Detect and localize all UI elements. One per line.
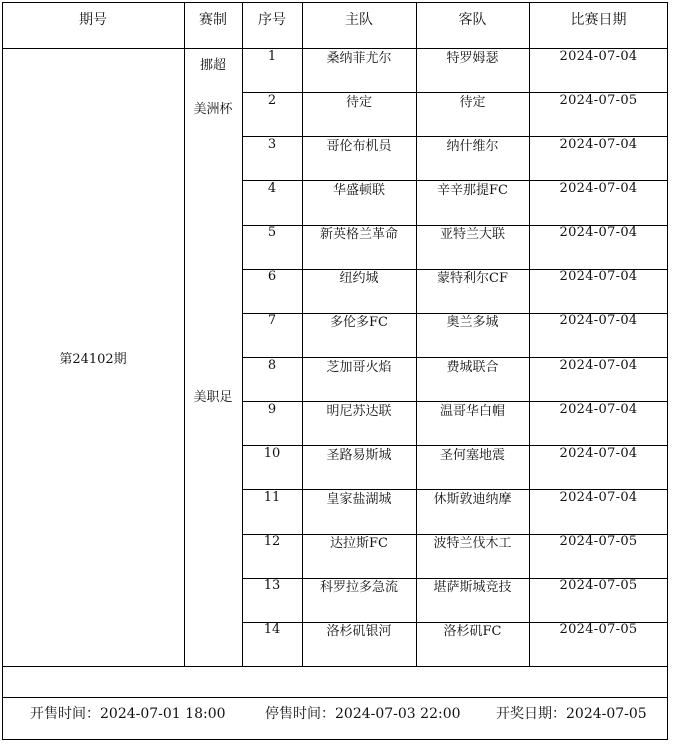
match-date: 2024-07-04: [559, 489, 638, 505]
match-date: 2024-07-04: [559, 357, 638, 373]
match-seq: 13: [263, 578, 281, 594]
match-away-team: 辛辛那提FC: [437, 182, 508, 198]
match-seq: 1: [267, 48, 277, 64]
match-home-team: 多伦多FC: [330, 315, 388, 331]
table-bottom-line: [2, 666, 668, 667]
match-date: 2024-07-04: [559, 225, 638, 241]
competition-mls: 美职足: [193, 389, 233, 405]
match-home-team: 待定: [345, 94, 372, 110]
competition-copa: 美洲杯: [193, 101, 233, 117]
match-away-team: 待定: [459, 94, 486, 110]
match-home-team: 达拉斯FC: [330, 536, 388, 552]
match-seq: 9: [267, 401, 277, 417]
match-seq: 6: [267, 269, 277, 285]
match-seq: 3: [267, 136, 277, 152]
draw-date: 开奖日期：2024-07-05: [496, 706, 647, 722]
match-seq: 14: [263, 622, 281, 638]
match-seq: 2: [267, 92, 277, 108]
match-away-team: 奥兰多城: [446, 315, 499, 331]
match-away-team: 费城联合: [446, 359, 499, 375]
match-away-team: 圣何塞地震: [439, 447, 505, 463]
match-home-team: 芝加哥火焰: [326, 359, 392, 375]
match-away-team: 温哥华白帽: [439, 403, 505, 419]
match-home-team: 圣路易斯城: [326, 447, 392, 463]
match-home-team: 新英格兰革命: [319, 227, 398, 243]
match-away-team: 堪萨斯城竞技: [433, 580, 512, 596]
match-home-team: 洛杉矶银河: [326, 624, 392, 640]
match-date: 2024-07-04: [559, 48, 638, 64]
match-seq: 7: [267, 313, 277, 329]
match-seq: 12: [263, 534, 281, 550]
match-home-team: 科罗拉多急流: [319, 580, 398, 596]
match-date: 2024-07-04: [559, 269, 638, 285]
match-away-team: 纳什维尔: [446, 138, 499, 154]
header-seq: 序号: [258, 12, 286, 28]
match-away-team: 蒙特利尔CF: [437, 271, 508, 287]
sale-stop-time: 停售时间：2024-07-03 22:00: [265, 706, 461, 722]
match-away-team: 特罗姆瑟: [446, 50, 499, 66]
match-home-team: 明尼苏达联: [326, 403, 392, 419]
match-date: 2024-07-05: [559, 622, 638, 638]
period-value: 第24102期: [59, 351, 127, 367]
header-away: 客队: [458, 12, 487, 28]
match-away-team: 波特兰伐木工: [433, 536, 512, 552]
match-date: 2024-07-04: [559, 136, 638, 152]
match-home-team: 华盛顿联: [332, 182, 385, 198]
match-seq: 8: [267, 357, 277, 373]
match-home-team: 皇家盐湖城: [326, 491, 392, 507]
match-home-team: 桑纳菲尤尔: [326, 50, 392, 66]
competition-norway: 挪超: [199, 57, 226, 73]
match-date: 2024-07-04: [559, 401, 638, 417]
header-date: 比赛日期: [570, 12, 627, 28]
match-seq: 4: [267, 180, 277, 196]
header-competition: 赛制: [199, 12, 227, 28]
match-away-team: 亚特兰大联: [439, 227, 505, 243]
match-date: 2024-07-05: [559, 92, 638, 108]
match-away-team: 休斯敦迪纳摩: [433, 491, 512, 507]
match-away-team: 洛杉矶FC: [443, 624, 502, 640]
match-date: 2024-07-04: [559, 180, 638, 196]
match-seq: 5: [267, 225, 277, 241]
match-date: 2024-07-04: [559, 313, 638, 329]
match-date: 2024-07-05: [559, 534, 638, 550]
match-date: 2024-07-05: [559, 578, 638, 594]
match-seq: 11: [263, 489, 281, 505]
match-date: 2024-07-04: [559, 445, 638, 461]
match-seq: 10: [263, 445, 281, 461]
footer-top-line: [2, 697, 668, 698]
header-period: 期号: [79, 12, 107, 28]
header-home: 主队: [345, 12, 373, 28]
match-home-team: 纽约城: [339, 271, 379, 287]
match-home-team: 哥伦布机员: [326, 138, 392, 154]
sale-start-time: 开售时间：2024-07-01 18:00: [30, 706, 226, 722]
